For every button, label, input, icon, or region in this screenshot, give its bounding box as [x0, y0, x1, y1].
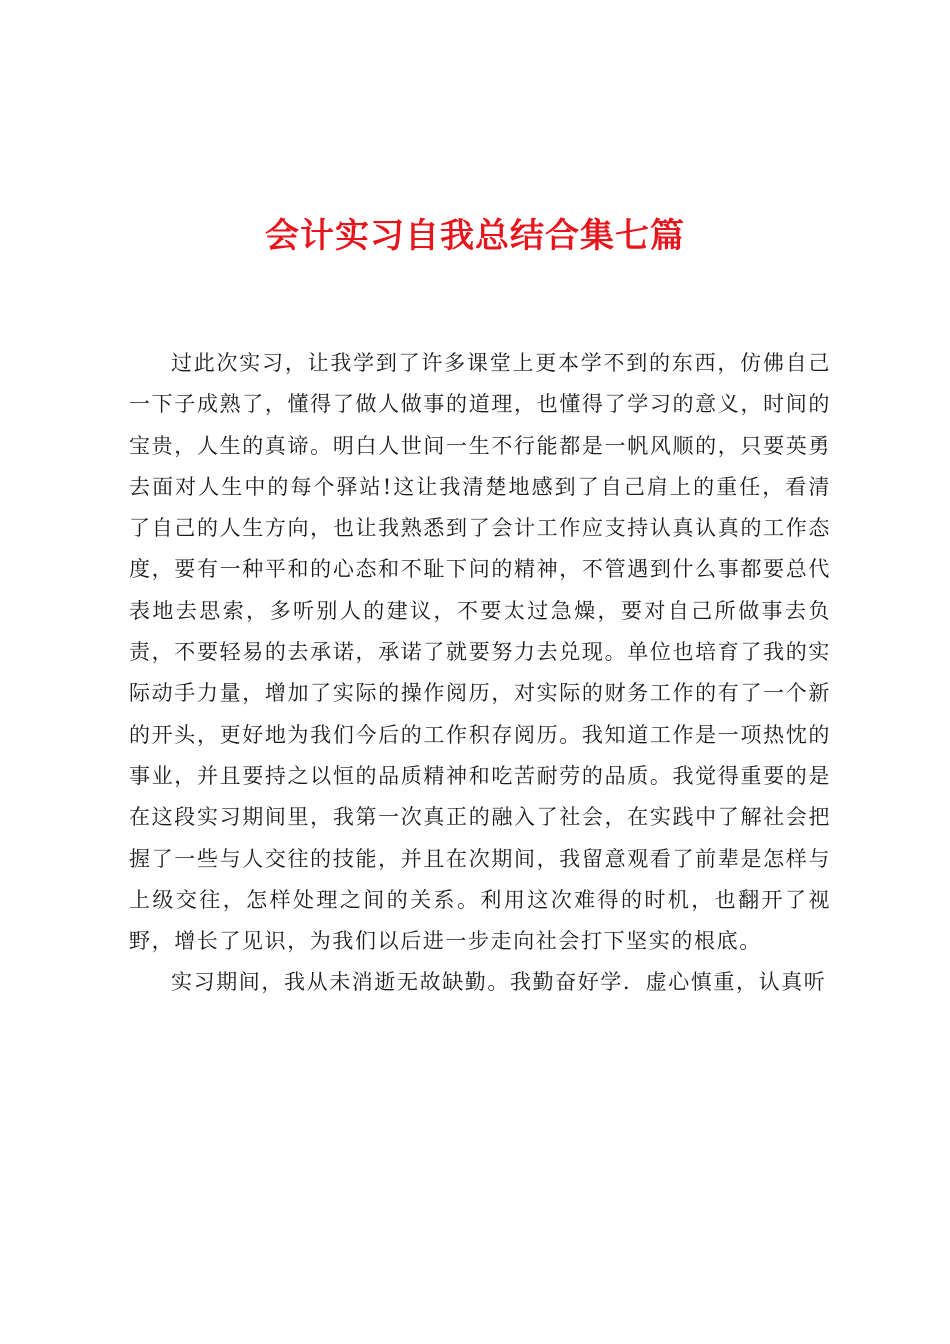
document-body [129, 343, 831, 1004]
paragraph-2: 实习期间，我从未消逝无故缺勤。我勤奋好学．虚心慎重，认真听 [171, 970, 827, 995]
paragraph-1: 过此次实习，让我学到了许多课堂上更本学不到的东西，仿佛自己一下子成熟了，懂得了做人做事的道理，也懂得了学习的意义，时间的宝贵，人生的真谛。明白人世间一生不行能都是一帆风顺的，只要英勇去面对人生中的每个驿站!这让我清楚地感到了自己肩上的重任，看清了自己的人生方向，也让我熟悉到了会计工作应支持认真认真的工作态度，要有一种平和的心态和不耻下问的精神，不管遇到什么事都要总代表地去思索，多听别人的建议，不要太过急燥，要对自己所做事去负责，不要轻易的去承诺，承诺了就要努力去兑现。单位也培育了我的实际动手力量，增加了实际的操作阅历，对实际的财务工作的有了一个新的开头，更好地为我们今后的工作积存阅历。我知道工作是一项热忱的事业，并且要持之以恒的品质精神和吃苦耐劳的品质。我觉得重要的是在这段实习期间里，我第一次真正的融入了社会，在实践中了解社会把握了一些与人交往的技能，并且在次期间，我留意观看了前辈是怎样与上级交往，怎样处理之间的关系。利用这次难得的时机，也翻开了视野，增长了见识，为我们以后进一步走向社会打下坚实的根底。 [129, 351, 831, 954]
document-title: 会计实习自我总结合集七篇 [265, 216, 685, 256]
